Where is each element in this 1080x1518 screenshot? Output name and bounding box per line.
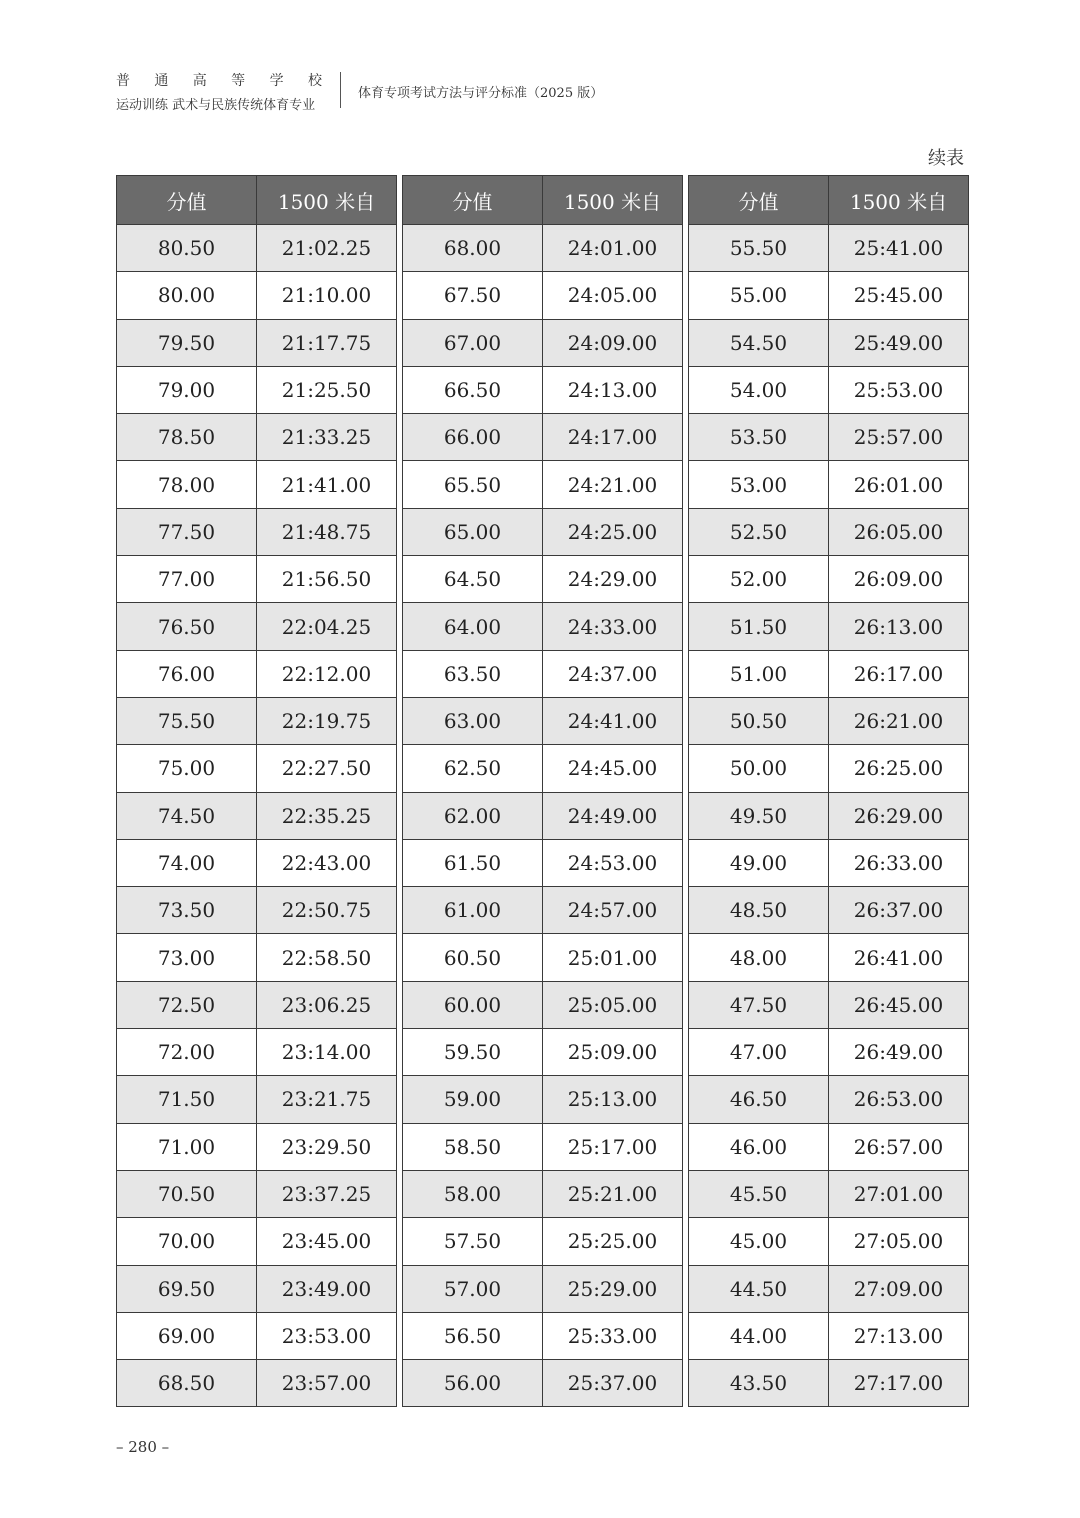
table-row xyxy=(689,556,969,603)
table-row xyxy=(117,319,397,366)
score-header: 分值 xyxy=(117,176,257,225)
major-line: 运动训练 武术与民族传统体育专业 xyxy=(116,98,316,113)
school-char: 学 xyxy=(269,73,284,89)
time-cell: 25:33.00 xyxy=(543,1312,683,1359)
score-cell: 52.50 xyxy=(689,508,829,555)
table-row xyxy=(689,1312,969,1359)
table-row xyxy=(403,461,683,508)
table-row xyxy=(117,887,397,934)
time-cell: 25:41.00 xyxy=(829,225,969,272)
time-cell: 25:37.00 xyxy=(543,1360,683,1407)
score-cell: 66.50 xyxy=(403,366,543,413)
continued-label: 续表 xyxy=(928,148,964,169)
score-cell: 79.00 xyxy=(117,366,257,413)
score-cell: 44.00 xyxy=(689,1312,829,1359)
time-cell: 24:01.00 xyxy=(543,225,683,272)
score-cell: 78.50 xyxy=(117,414,257,461)
time-cell: 23:29.50 xyxy=(257,1123,397,1170)
table-row xyxy=(403,1312,683,1359)
table-row xyxy=(117,650,397,697)
time-cell: 26:13.00 xyxy=(829,603,969,650)
score-cell: 48.50 xyxy=(689,887,829,934)
score-cell: 47.00 xyxy=(689,1029,829,1076)
table-row xyxy=(403,934,683,981)
table-body xyxy=(403,225,683,1407)
score-cell: 43.50 xyxy=(689,1360,829,1407)
table-row xyxy=(117,1265,397,1312)
time-cell: 21:41.00 xyxy=(257,461,397,508)
table-row xyxy=(117,1076,397,1123)
table-body xyxy=(689,225,969,1407)
table-row xyxy=(403,1123,683,1170)
time-cell: 25:05.00 xyxy=(543,981,683,1028)
time-cell: 23:21.75 xyxy=(257,1076,397,1123)
table-row xyxy=(689,887,969,934)
time-cell: 23:06.25 xyxy=(257,981,397,1028)
table-row xyxy=(403,319,683,366)
table-row xyxy=(689,508,969,555)
table-row xyxy=(689,366,969,413)
table-row xyxy=(117,1312,397,1359)
score-cell: 74.50 xyxy=(117,792,257,839)
score-cell: 63.50 xyxy=(403,650,543,697)
time-cell: 25:29.00 xyxy=(543,1265,683,1312)
time-cell: 23:53.00 xyxy=(257,1312,397,1359)
score-cell: 55.50 xyxy=(689,225,829,272)
time-cell: 25:09.00 xyxy=(543,1029,683,1076)
table-row xyxy=(403,650,683,697)
table-row xyxy=(403,414,683,461)
score-cell: 60.00 xyxy=(403,981,543,1028)
time-cell: 26:01.00 xyxy=(829,461,969,508)
table-row xyxy=(689,461,969,508)
score-cell: 64.50 xyxy=(403,556,543,603)
score-cell: 53.00 xyxy=(689,461,829,508)
time-cell: 26:33.00 xyxy=(829,839,969,886)
table-header-row xyxy=(689,176,969,225)
school-char: 校 xyxy=(307,73,322,89)
time-cell: 26:45.00 xyxy=(829,981,969,1028)
time-cell: 22:12.00 xyxy=(257,650,397,697)
score-cell: 68.50 xyxy=(117,1360,257,1407)
table-row xyxy=(689,1170,969,1217)
time-cell: 26:53.00 xyxy=(829,1076,969,1123)
table-row xyxy=(689,1076,969,1123)
table-row xyxy=(403,366,683,413)
time-cell: 27:09.00 xyxy=(829,1265,969,1312)
time-cell: 25:17.00 xyxy=(543,1123,683,1170)
time-cell: 24:53.00 xyxy=(543,839,683,886)
score-cell: 77.00 xyxy=(117,556,257,603)
school-char: 普 xyxy=(116,73,130,89)
time-cell: 23:49.00 xyxy=(257,1265,397,1312)
time-cell: 21:02.25 xyxy=(257,225,397,272)
time-cell: 22:19.75 xyxy=(257,697,397,744)
score-cell: 47.50 xyxy=(689,981,829,1028)
time-cell: 24:25.00 xyxy=(543,508,683,555)
time-cell: 22:58.50 xyxy=(257,934,397,981)
time-cell: 26:21.00 xyxy=(829,697,969,744)
time-cell: 24:49.00 xyxy=(543,792,683,839)
table-row xyxy=(117,792,397,839)
score-cell: 68.00 xyxy=(403,225,543,272)
table-row xyxy=(403,272,683,319)
time-cell: 26:41.00 xyxy=(829,934,969,981)
table-row xyxy=(403,603,683,650)
score-cell: 75.00 xyxy=(117,745,257,792)
table-row xyxy=(689,650,969,697)
table-row xyxy=(117,461,397,508)
event-header: 1500 米自 xyxy=(543,176,683,225)
time-cell: 27:05.00 xyxy=(829,1218,969,1265)
page-number: – 280 – xyxy=(116,1438,170,1456)
score-cell: 45.50 xyxy=(689,1170,829,1217)
time-cell: 22:04.25 xyxy=(257,603,397,650)
score-cell: 49.00 xyxy=(689,839,829,886)
score-cell: 63.00 xyxy=(403,697,543,744)
table-row xyxy=(689,1123,969,1170)
score-cell: 46.00 xyxy=(689,1123,829,1170)
score-cell: 61.00 xyxy=(403,887,543,934)
table-row xyxy=(117,1360,397,1407)
table-row xyxy=(689,745,969,792)
score-cell: 65.50 xyxy=(403,461,543,508)
table-row xyxy=(403,1360,683,1407)
table-row xyxy=(403,225,683,272)
time-cell: 25:49.00 xyxy=(829,319,969,366)
time-cell: 23:45.00 xyxy=(257,1218,397,1265)
score-cell: 76.50 xyxy=(117,603,257,650)
time-cell: 26:17.00 xyxy=(829,650,969,697)
time-cell: 27:13.00 xyxy=(829,1312,969,1359)
table-row xyxy=(689,839,969,886)
time-cell: 21:56.50 xyxy=(257,556,397,603)
table-row xyxy=(117,225,397,272)
time-cell: 24:41.00 xyxy=(543,697,683,744)
table-row xyxy=(689,1218,969,1265)
time-cell: 26:49.00 xyxy=(829,1029,969,1076)
time-cell: 22:35.25 xyxy=(257,792,397,839)
table-row xyxy=(117,414,397,461)
score-cell: 80.00 xyxy=(117,272,257,319)
time-cell: 24:05.00 xyxy=(543,272,683,319)
time-cell: 26:57.00 xyxy=(829,1123,969,1170)
table-row xyxy=(117,508,397,555)
score-cell: 77.50 xyxy=(117,508,257,555)
score-cell: 58.50 xyxy=(403,1123,543,1170)
table-row xyxy=(403,1265,683,1312)
table-header-row xyxy=(117,176,397,225)
time-cell: 22:27.50 xyxy=(257,745,397,792)
table-row xyxy=(403,1029,683,1076)
table-body xyxy=(117,225,397,1407)
table-row xyxy=(403,981,683,1028)
score-cell: 65.00 xyxy=(403,508,543,555)
table-row xyxy=(117,603,397,650)
table-row xyxy=(689,981,969,1028)
time-cell: 25:21.00 xyxy=(543,1170,683,1217)
score-cell: 48.00 xyxy=(689,934,829,981)
score-cell: 67.50 xyxy=(403,272,543,319)
time-cell: 22:43.00 xyxy=(257,839,397,886)
book-title: 体育专项考试方法与评分标准（2025 版） xyxy=(358,86,604,101)
table-row xyxy=(403,839,683,886)
score-cell: 46.50 xyxy=(689,1076,829,1123)
time-cell: 24:13.00 xyxy=(543,366,683,413)
score-cell: 79.50 xyxy=(117,319,257,366)
table-row xyxy=(689,225,969,272)
score-cell: 59.50 xyxy=(403,1029,543,1076)
score-cell: 51.00 xyxy=(689,650,829,697)
score-cell: 70.00 xyxy=(117,1218,257,1265)
table-row xyxy=(117,839,397,886)
time-cell: 24:37.00 xyxy=(543,650,683,697)
time-cell: 25:25.00 xyxy=(543,1218,683,1265)
time-cell: 21:10.00 xyxy=(257,272,397,319)
time-cell: 24:57.00 xyxy=(543,887,683,934)
score-cell: 71.50 xyxy=(117,1076,257,1123)
score-header: 分值 xyxy=(403,176,543,225)
table-row xyxy=(403,1076,683,1123)
table-row xyxy=(403,887,683,934)
score-cell: 62.50 xyxy=(403,745,543,792)
time-cell: 26:29.00 xyxy=(829,792,969,839)
score-cell: 51.50 xyxy=(689,603,829,650)
table-row xyxy=(117,556,397,603)
score-cell: 72.50 xyxy=(117,981,257,1028)
time-cell: 25:13.00 xyxy=(543,1076,683,1123)
table-row xyxy=(117,1123,397,1170)
time-cell: 23:14.00 xyxy=(257,1029,397,1076)
score-cell: 60.50 xyxy=(403,934,543,981)
table-header-row xyxy=(403,176,683,225)
time-cell: 27:01.00 xyxy=(829,1170,969,1217)
event-header: 1500 米自 xyxy=(257,176,397,225)
table-row xyxy=(689,319,969,366)
table-row xyxy=(689,272,969,319)
score-cell: 73.00 xyxy=(117,934,257,981)
table-row xyxy=(117,1170,397,1217)
score-cell: 56.00 xyxy=(403,1360,543,1407)
score-cell: 50.00 xyxy=(689,745,829,792)
table-row xyxy=(403,745,683,792)
table-row xyxy=(689,934,969,981)
table-row xyxy=(117,981,397,1028)
time-cell: 25:53.00 xyxy=(829,366,969,413)
running-header-left xyxy=(116,70,326,113)
score-cell: 69.00 xyxy=(117,1312,257,1359)
score-cell: 57.50 xyxy=(403,1218,543,1265)
table-row xyxy=(689,603,969,650)
score-cell: 56.50 xyxy=(403,1312,543,1359)
time-cell: 26:25.00 xyxy=(829,745,969,792)
event-header: 1500 米自 xyxy=(829,176,969,225)
table-row xyxy=(117,1218,397,1265)
time-cell: 24:33.00 xyxy=(543,603,683,650)
time-cell: 25:01.00 xyxy=(543,934,683,981)
time-cell: 21:25.50 xyxy=(257,366,397,413)
table-row xyxy=(689,1360,969,1407)
table-row xyxy=(689,697,969,744)
score-cell: 58.00 xyxy=(403,1170,543,1217)
score-cell: 52.00 xyxy=(689,556,829,603)
table-row xyxy=(117,934,397,981)
score-cell: 64.00 xyxy=(403,603,543,650)
score-table-2 xyxy=(402,175,683,1407)
score-tables xyxy=(116,175,969,1407)
score-cell: 66.00 xyxy=(403,414,543,461)
table-row xyxy=(117,272,397,319)
time-cell: 26:09.00 xyxy=(829,556,969,603)
time-cell: 26:37.00 xyxy=(829,887,969,934)
school-char: 高 xyxy=(192,73,207,89)
time-cell: 24:17.00 xyxy=(543,414,683,461)
table-row xyxy=(689,414,969,461)
table-row xyxy=(403,792,683,839)
score-cell: 78.00 xyxy=(117,461,257,508)
score-cell: 54.50 xyxy=(689,319,829,366)
score-cell: 75.50 xyxy=(117,697,257,744)
table-row xyxy=(117,366,397,413)
table-row xyxy=(403,1170,683,1217)
score-cell: 54.00 xyxy=(689,366,829,413)
score-cell: 55.00 xyxy=(689,272,829,319)
score-cell: 69.50 xyxy=(117,1265,257,1312)
table-row xyxy=(117,697,397,744)
table-row xyxy=(403,556,683,603)
table-row xyxy=(403,697,683,744)
score-cell: 44.50 xyxy=(689,1265,829,1312)
table-row xyxy=(403,1218,683,1265)
time-cell: 24:21.00 xyxy=(543,461,683,508)
score-cell: 70.50 xyxy=(117,1170,257,1217)
score-cell: 57.00 xyxy=(403,1265,543,1312)
score-cell: 67.00 xyxy=(403,319,543,366)
time-cell: 24:09.00 xyxy=(543,319,683,366)
time-cell: 23:37.25 xyxy=(257,1170,397,1217)
school-char: 通 xyxy=(154,73,169,89)
score-table-1 xyxy=(116,175,397,1407)
score-cell: 71.00 xyxy=(117,1123,257,1170)
score-cell: 62.00 xyxy=(403,792,543,839)
score-cell: 59.00 xyxy=(403,1076,543,1123)
score-cell: 76.00 xyxy=(117,650,257,697)
time-cell: 24:29.00 xyxy=(543,556,683,603)
header-divider xyxy=(340,72,341,108)
time-cell: 21:48.75 xyxy=(257,508,397,555)
score-table-3 xyxy=(688,175,969,1407)
table-row xyxy=(117,745,397,792)
score-cell: 72.00 xyxy=(117,1029,257,1076)
time-cell: 22:50.75 xyxy=(257,887,397,934)
time-cell: 21:33.25 xyxy=(257,414,397,461)
score-cell: 45.00 xyxy=(689,1218,829,1265)
time-cell: 25:57.00 xyxy=(829,414,969,461)
table-row xyxy=(689,792,969,839)
time-cell: 27:17.00 xyxy=(829,1360,969,1407)
time-cell: 25:45.00 xyxy=(829,272,969,319)
table-row xyxy=(689,1029,969,1076)
table-row xyxy=(403,508,683,555)
score-cell: 61.50 xyxy=(403,839,543,886)
score-cell: 50.50 xyxy=(689,697,829,744)
time-cell: 23:57.00 xyxy=(257,1360,397,1407)
score-cell: 73.50 xyxy=(117,887,257,934)
score-header: 分值 xyxy=(689,176,829,225)
score-cell: 49.50 xyxy=(689,792,829,839)
school-type-line xyxy=(116,70,322,90)
score-cell: 80.50 xyxy=(117,225,257,272)
time-cell: 21:17.75 xyxy=(257,319,397,366)
time-cell: 24:45.00 xyxy=(543,745,683,792)
score-cell: 74.00 xyxy=(117,839,257,886)
score-cell: 53.50 xyxy=(689,414,829,461)
table-row xyxy=(117,1029,397,1076)
time-cell: 26:05.00 xyxy=(829,508,969,555)
school-char: 等 xyxy=(231,73,246,89)
table-row xyxy=(689,1265,969,1312)
